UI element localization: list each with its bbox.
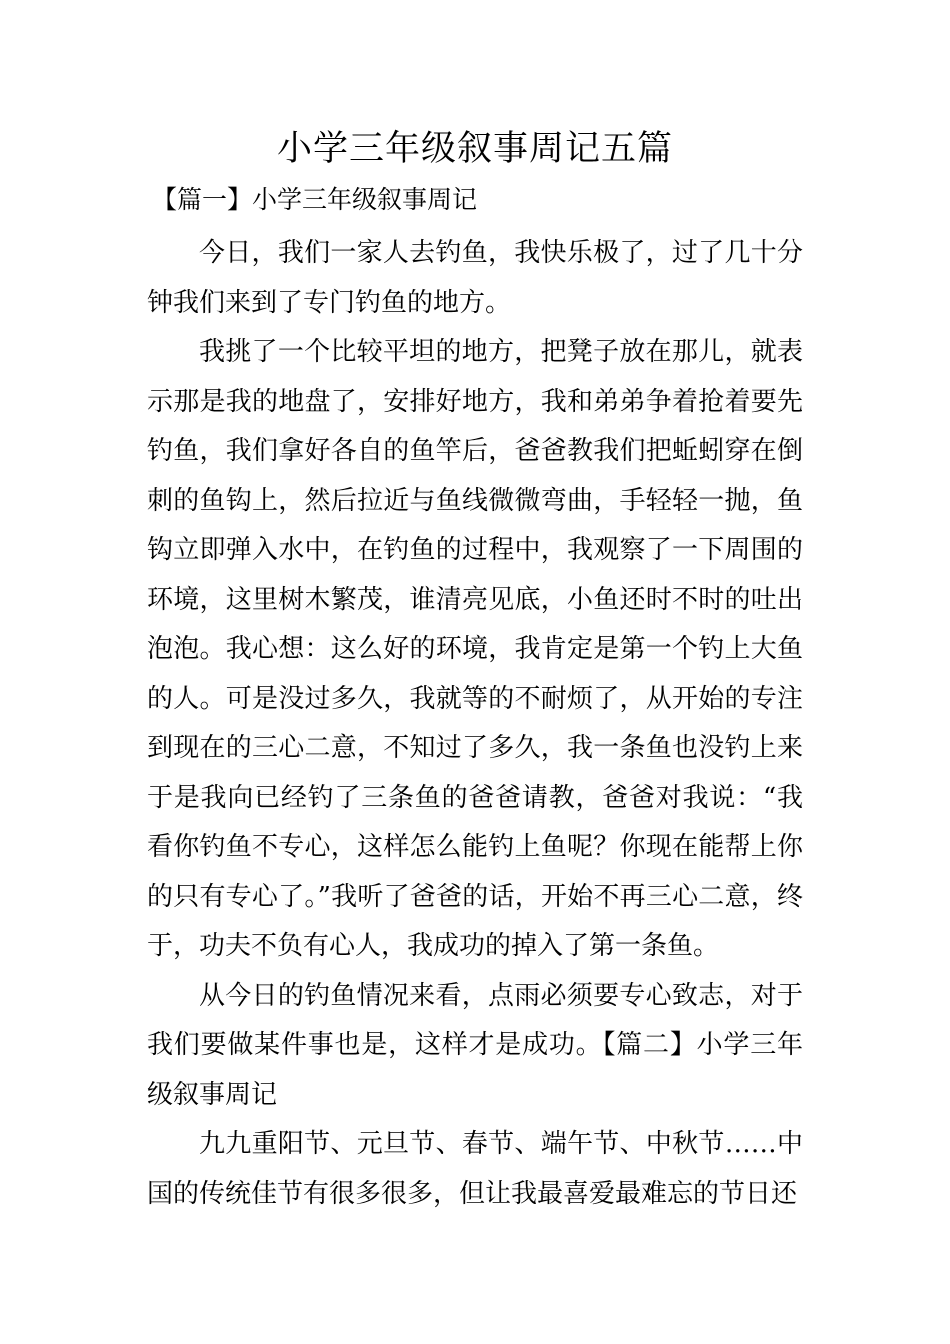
paragraph: 今日，我们一家人去钓鱼，我快乐极了，过了几十分钟我们来到了专门钓鱼的地方。: [147, 238, 803, 318]
paragraph: 从今日的钓鱼情况来看，点雨必须要专心致志，对于我们要做某件事也是，这样才是成功。【篇二】小学三年级叙事周记: [147, 980, 803, 1110]
paragraph: 九九重阳节、元旦节、春节、端午节、中秋节……中国的传统佳节有很多很多，但让我最喜爱最难忘的节日还: [147, 1129, 803, 1209]
paragraph: 我挑了一个比较平坦的地方，把凳子放在那儿，就表示那是我的地盘了，安排好地方，我和弟弟争着抢着要先钓鱼，我们拿好各自的鱼竿后，爸爸教我们把蚯蚓穿在倒刺的鱼钩上，然后拉近与鱼线微微弯曲，手轻轻一抛，鱼钩立即弹入水中，在钓鱼的过程中，我观察了一下周围的环境，这里树木繁茂，谁清亮见底，小鱼还时不时的吐出泡泡。我心想：这么好的环境，我肯定是第一个钓上大鱼的人。可是没过多久，我就等的不耐烦了，从开始的专注到现在的三心二意，不知过了多久，我一条鱼也没钓上来于是我向已经钓了三条鱼的爸爸请教，爸爸对我说：“我看你钓鱼不专心，这样怎么能钓上鱼呢？你现在能帮上你的只有专心了。”我听了爸爸的话，开始不再三心二意，终于，功夫不负有心人，我成功的掉入了第一条鱼。: [147, 337, 803, 961]
document-body: [147, 229, 803, 1219]
section-heading: 【篇一】小学三年级叙事周记: [152, 185, 478, 214]
document-title: 小学三年级叙事周记五篇: [276, 129, 673, 169]
